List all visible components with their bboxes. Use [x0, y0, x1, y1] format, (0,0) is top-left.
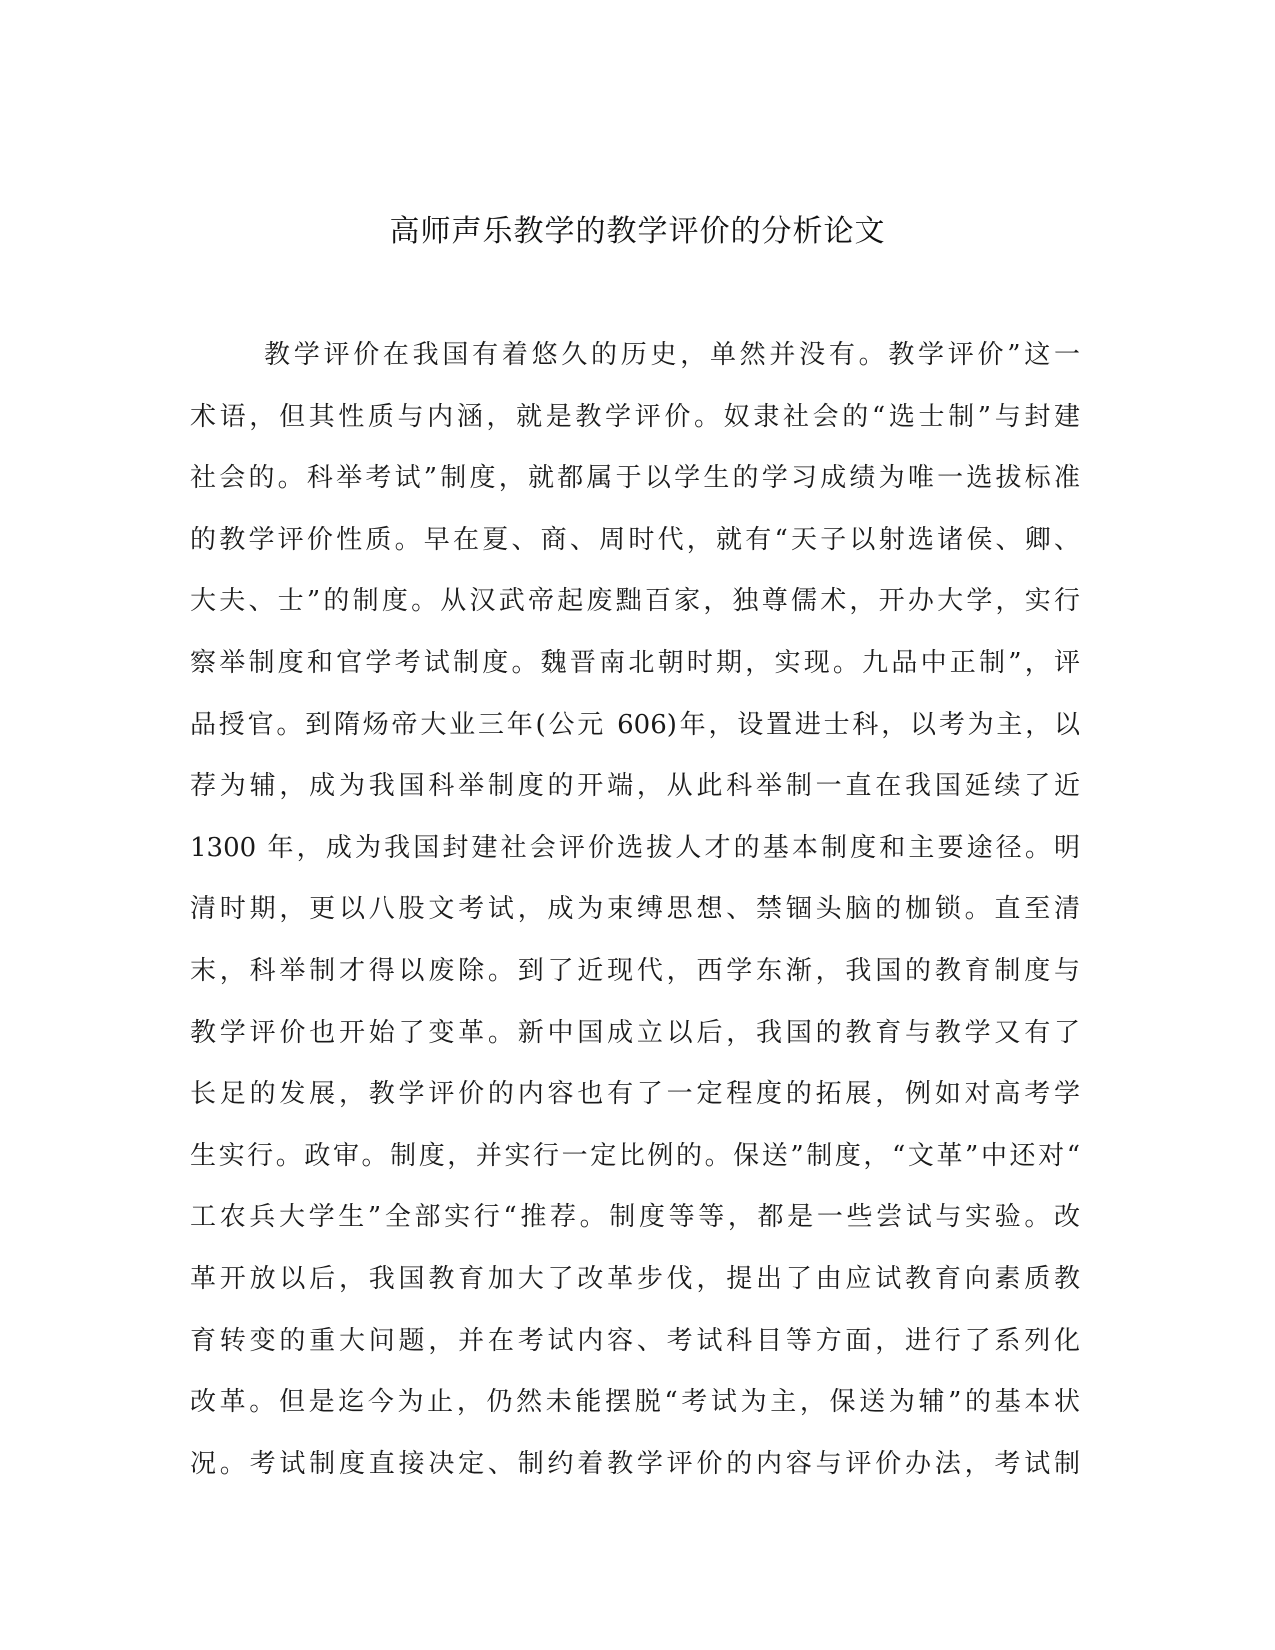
- paragraph-line: 末，科举制才得以废除。到了近现代，西学东渐，我国的教育制度与: [190, 955, 1080, 986]
- paragraph-line: 改革。但是迄今为止，仍然未能摆脱“考试为主，保送为辅”的基本状: [190, 1387, 1080, 1418]
- paragraph-line: 育转变的重大问题，并在考试内容、考试科目等方面，进行了系列化: [190, 1325, 1080, 1356]
- paragraph-line: 察举制度和官学考试制度。魏晋南北朝时期，实现。九品中正制”，评: [190, 647, 1080, 678]
- paragraph-line: 的教学评价性质。早在夏、商、周时代，就有“天子以射选诸侯、卿、: [190, 524, 1080, 555]
- paragraph-line: 1300 年，成为我国封建社会评价选拔人才的基本制度和主要途径。明: [190, 832, 1080, 863]
- paragraph-line: 术语，但其性质与内涵，就是教学评价。奴隶社会的“选士制”与封建: [190, 401, 1080, 432]
- paragraph-line: 清时期，更以八股文考试，成为束缚思想、禁锢头脑的枷锁。直至清: [190, 894, 1080, 925]
- page-title: 高师声乐教学的教学评价的分析论文: [389, 214, 886, 249]
- paragraph-line: 革开放以后，我国教育加大了改革步伐，提出了由应试教育向素质教: [190, 1263, 1080, 1294]
- paragraph-line: 况。考试制度直接决定、制约着教学评价的内容与评价办法，考试制: [190, 1448, 1080, 1479]
- body-paragraph: [190, 325, 1080, 1495]
- paragraph-line: 社会的。科举考试”制度，就都属于以学生的学习成绩为唯一选拔标准: [190, 463, 1080, 494]
- paragraph-line: 教学评价也开始了变革。新中国成立以后，我国的教育与教学又有了: [190, 1017, 1080, 1048]
- paragraph-line: 教学评价在我国有着悠久的历史，单然并没有。教学评价”这一: [264, 340, 1080, 370]
- paragraph-line: 品授官。到隋炀帝大业三年(公元 606)年，设置进士科，以考为主，以: [190, 709, 1080, 740]
- paragraph-line: 生实行。政审。制度，并实行一定比例的。保送”制度，“文革”中还对“: [190, 1140, 1080, 1171]
- paragraph-line: 长足的发展，教学评价的内容也有了一定程度的拓展，例如对高考学: [190, 1079, 1080, 1110]
- paragraph-line: 大夫、士”的制度。从汉武帝起废黜百家，独尊儒术，开办大学，实行: [190, 586, 1080, 617]
- paragraph-line: 荐为辅，成为我国科举制度的开端，从此科举制一直在我国延续了近: [190, 771, 1080, 802]
- paragraph-line: 工农兵大学生”全部实行“推荐。制度等等，都是一些尝试与实验。改: [190, 1202, 1080, 1233]
